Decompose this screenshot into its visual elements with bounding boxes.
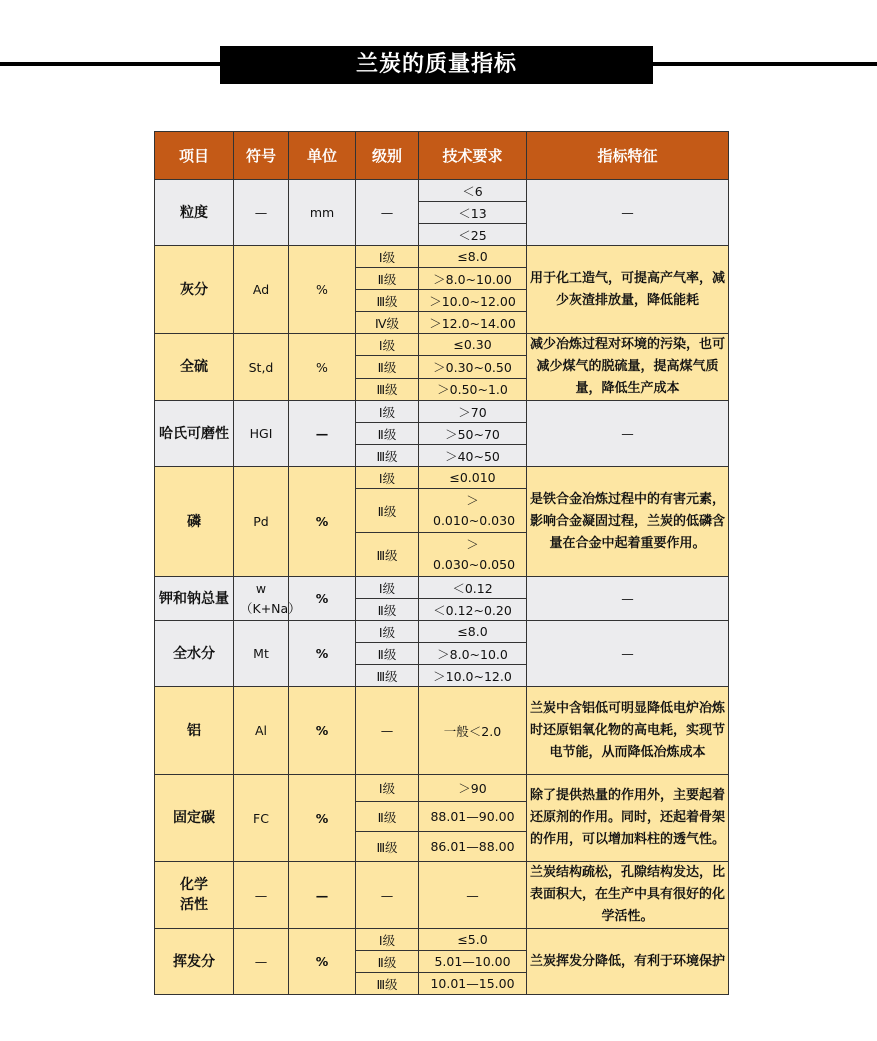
item-symbol: w（K+Na） xyxy=(234,577,289,621)
table-row xyxy=(155,687,729,775)
item-unit: mm xyxy=(289,180,356,246)
item-name: 粒度 xyxy=(155,180,234,246)
item-level: Ⅰ级 xyxy=(356,334,419,356)
item-level: Ⅱ级 xyxy=(356,599,419,621)
item-requirement: 一般＜2.0 xyxy=(419,687,527,775)
item-requirement: ＞50~70 xyxy=(419,423,527,445)
table-row xyxy=(155,862,729,929)
item-requirement: ＞8.0~10.00 xyxy=(419,268,527,290)
item-level: Ⅳ级 xyxy=(356,312,419,334)
item-feature: 兰炭挥发分降低，有利于环境保护 xyxy=(527,929,729,995)
item-name: 挥发分 xyxy=(155,929,234,995)
item-level: Ⅲ级 xyxy=(356,445,419,467)
item-level: Ⅲ级 xyxy=(356,378,419,400)
page-title: 兰炭的质量指标 xyxy=(220,46,653,84)
item-requirement: 10.01—15.00 xyxy=(419,973,527,995)
table-row xyxy=(155,775,729,802)
item-level: Ⅰ级 xyxy=(356,467,419,489)
item-requirement: ＞10.0~12.00 xyxy=(419,290,527,312)
item-requirement: ＞40~50 xyxy=(419,445,527,467)
item-requirement: 86.01—88.00 xyxy=(419,832,527,862)
item-unit: % xyxy=(289,929,356,995)
item-requirement: 5.01—10.00 xyxy=(419,951,527,973)
item-feature: — xyxy=(527,621,729,687)
item-level: Ⅲ级 xyxy=(356,290,419,312)
item-requirement: ＞70 xyxy=(419,401,527,423)
item-requirement: ≤8.0 xyxy=(419,621,527,643)
item-unit: % xyxy=(289,467,356,577)
item-level: Ⅱ级 xyxy=(356,489,419,533)
item-name: 固定碳 xyxy=(155,775,234,862)
item-name: 全硫 xyxy=(155,334,234,401)
item-feature: — xyxy=(527,180,729,246)
item-requirement: ＞90 xyxy=(419,775,527,802)
header-item: 项目 xyxy=(155,132,234,180)
item-level: Ⅱ级 xyxy=(356,268,419,290)
item-requirement: ＞0.030~0.050 xyxy=(419,533,527,577)
table-row xyxy=(155,180,729,202)
item-requirement: ＜13 xyxy=(419,202,527,224)
item-requirement: ＞0.010~0.030 xyxy=(419,489,527,533)
item-level: Ⅰ级 xyxy=(356,621,419,643)
header-requirement: 技术要求 xyxy=(419,132,527,180)
item-feature: 兰炭结构疏松，孔隙结构发达，比表面积大，在生产中具有很好的化学活性。 xyxy=(527,862,729,929)
item-requirement: ≤0.30 xyxy=(419,334,527,356)
item-requirement: ＜0.12~0.20 xyxy=(419,599,527,621)
item-feature: 用于化工造气，可提高产气率，减少灰渣排放量，降低能耗 xyxy=(527,246,729,334)
item-requirement: ≤5.0 xyxy=(419,929,527,951)
table-row xyxy=(155,621,729,643)
item-symbol: Al xyxy=(234,687,289,775)
item-requirement: ＞8.0~10.0 xyxy=(419,643,527,665)
item-level: Ⅰ级 xyxy=(356,577,419,599)
item-name: 哈氏可磨性 xyxy=(155,401,234,467)
item-symbol: HGI xyxy=(234,401,289,467)
item-level: Ⅱ级 xyxy=(356,356,419,378)
item-feature: 减少冶炼过程对环境的污染，也可减少煤气的脱硫量，提高煤气质量，降低生产成本 xyxy=(527,334,729,401)
table-row xyxy=(155,246,729,268)
item-symbol: — xyxy=(234,929,289,995)
item-symbol: — xyxy=(234,862,289,929)
item-level: — xyxy=(356,862,419,929)
item-unit: % xyxy=(289,334,356,401)
item-level: — xyxy=(356,180,419,246)
item-level: Ⅱ级 xyxy=(356,643,419,665)
item-unit: % xyxy=(289,775,356,862)
quality-table xyxy=(154,131,729,995)
item-unit: % xyxy=(289,246,356,334)
table-row xyxy=(155,401,729,423)
item-level: Ⅰ级 xyxy=(356,246,419,268)
item-level: Ⅰ级 xyxy=(356,929,419,951)
item-requirement: ≤8.0 xyxy=(419,246,527,268)
item-requirement: — xyxy=(419,862,527,929)
header-feature: 指标特征 xyxy=(527,132,729,180)
item-name: 灰分 xyxy=(155,246,234,334)
item-feature: 是铁合金冶炼过程中的有害元素，影响合金凝固过程，兰炭的低磷含量在合金中起着重要作用。 xyxy=(527,467,729,577)
item-requirement: ＜25 xyxy=(419,224,527,246)
item-name: 铝 xyxy=(155,687,234,775)
table-row xyxy=(155,929,729,951)
item-requirement: ＞12.0~14.00 xyxy=(419,312,527,334)
item-requirement: ＜6 xyxy=(419,180,527,202)
item-level: Ⅱ级 xyxy=(356,951,419,973)
item-requirement: ≤0.010 xyxy=(419,467,527,489)
item-level: Ⅲ级 xyxy=(356,665,419,687)
item-symbol: FC xyxy=(234,775,289,862)
item-level: Ⅰ级 xyxy=(356,401,419,423)
item-level: — xyxy=(356,687,419,775)
item-requirement: ＜0.12 xyxy=(419,577,527,599)
title-rule-right xyxy=(653,62,877,66)
item-symbol: Ad xyxy=(234,246,289,334)
item-feature: 兰炭中含铝低可明显降低电炉冶炼时还原铝氧化物的高电耗，实现节电节能，从而降低冶炼成本 xyxy=(527,687,729,775)
item-name: 磷 xyxy=(155,467,234,577)
header-level: 级别 xyxy=(356,132,419,180)
item-requirement: ＞0.50~1.0 xyxy=(419,378,527,400)
header-symbol: 符号 xyxy=(234,132,289,180)
table-row xyxy=(155,334,729,356)
item-requirement: 88.01—90.00 xyxy=(419,802,527,832)
table-row xyxy=(155,467,729,489)
item-requirement: ＞0.30~0.50 xyxy=(419,356,527,378)
table-row xyxy=(155,577,729,599)
item-symbol: Mt xyxy=(234,621,289,687)
item-name: 钾和钠总量 xyxy=(155,577,234,621)
title-rule-left xyxy=(0,62,220,66)
table-header-row xyxy=(155,132,729,180)
item-requirement: ＞10.0~12.0 xyxy=(419,665,527,687)
item-level: Ⅱ级 xyxy=(356,802,419,832)
item-feature: 除了提供热量的作用外，主要起着还原剂的作用。同时，还起着骨架的作用，可以增加料柱的透气性。 xyxy=(527,775,729,862)
item-unit: % xyxy=(289,621,356,687)
item-level: Ⅲ级 xyxy=(356,832,419,862)
item-unit: % xyxy=(289,577,356,621)
item-symbol: St,d xyxy=(234,334,289,401)
item-name: 化学活性 xyxy=(155,862,234,929)
item-unit: % xyxy=(289,687,356,775)
item-feature: — xyxy=(527,577,729,621)
item-level: Ⅲ级 xyxy=(356,973,419,995)
item-level: Ⅰ级 xyxy=(356,775,419,802)
item-level: Ⅲ级 xyxy=(356,533,419,577)
item-level: Ⅱ级 xyxy=(356,423,419,445)
item-unit: — xyxy=(289,862,356,929)
item-symbol: — xyxy=(234,180,289,246)
item-symbol: Pd xyxy=(234,467,289,577)
header-unit: 单位 xyxy=(289,132,356,180)
item-name: 全水分 xyxy=(155,621,234,687)
item-feature: — xyxy=(527,401,729,467)
item-unit: — xyxy=(289,401,356,467)
